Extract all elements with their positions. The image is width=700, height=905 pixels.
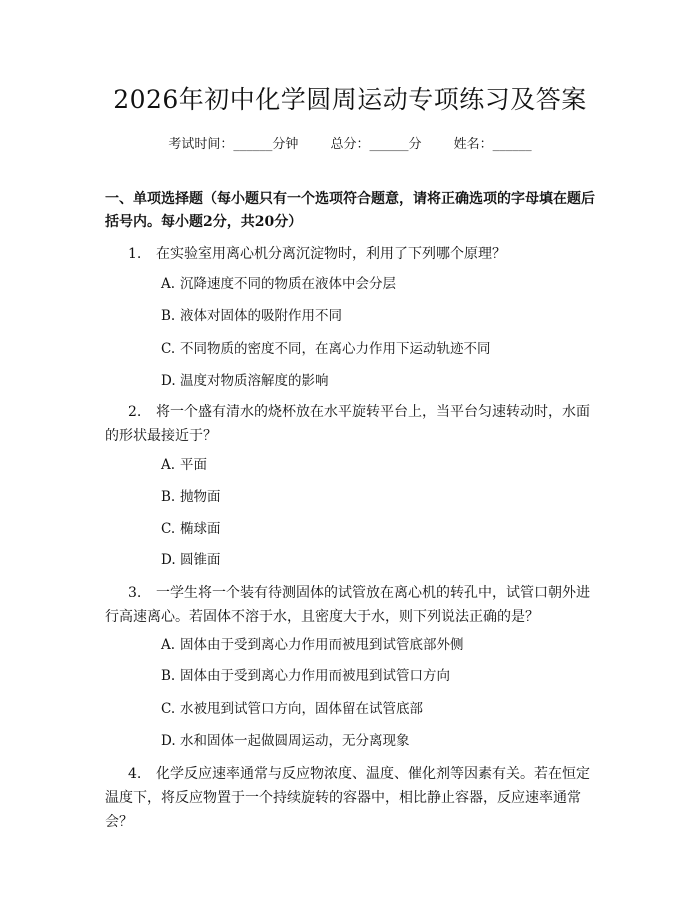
section-heading: 一、单项选择题（每小题只有一个选项符合题意，请将正确选项的字母填在题后括号内。每小题2分，共20分） (105, 191, 595, 230)
document-title: 2026年初中化学圆周运动专项练习及答案 (113, 85, 587, 114)
question-3 (105, 581, 600, 629)
total-score-field: 总分：______分 (330, 137, 422, 152)
question-3-option-d (161, 732, 601, 750)
option-text: 固体由于受到离心力作用而被甩到试管口方向 (180, 668, 450, 684)
exam-time-field: 考试时间：______分钟 (168, 137, 299, 152)
option-letter: A. (161, 637, 176, 653)
option-text: 圆锥面 (180, 552, 221, 568)
option-letter: B. (161, 308, 176, 324)
option-letter: C. (161, 341, 176, 357)
option-letter: C. (161, 701, 176, 717)
name-field: 姓名：______ (453, 137, 532, 152)
option-text: 液体对固体的吸附作用不同 (180, 308, 342, 324)
option-letter: A. (161, 457, 176, 473)
question-text: 将一个盛有清水的烧杯放在水平旋转平台上，当平台匀速转动时，水面的形状最接近于？ (105, 404, 590, 444)
question-1-option-b (161, 307, 601, 325)
question-text: 在实验室用离心机分离沉淀物时，利用了下列哪个原理？ (156, 246, 506, 262)
question-3-option-a (161, 636, 601, 654)
option-text: 温度对物质溶解度的影响 (180, 373, 329, 389)
question-1-option-a (161, 275, 601, 293)
question-2-option-a (161, 456, 601, 474)
question-number: 2. (128, 404, 142, 420)
option-letter: D. (161, 373, 176, 389)
option-text: 水和固体一起做圆周运动，无分离现象 (180, 733, 410, 749)
option-text: 不同物质的密度不同，在离心力作用下运动轨迹不同 (180, 341, 491, 357)
option-text: 椭球面 (180, 521, 221, 537)
option-text: 固体由于受到离心力作用而被甩到试管底部外侧 (180, 637, 464, 653)
option-letter: A. (161, 276, 176, 292)
option-letter: B. (161, 668, 176, 684)
question-2-option-d (161, 551, 601, 569)
question-4 (105, 762, 600, 834)
question-2-option-b (161, 488, 601, 506)
question-number: 4. (128, 766, 142, 782)
option-text: 抛物面 (180, 489, 221, 505)
question-3-option-c (161, 700, 601, 718)
question-1-option-d (161, 372, 601, 390)
option-letter: B. (161, 489, 176, 505)
option-letter: C. (161, 521, 176, 537)
option-letter: D. (161, 733, 176, 749)
question-3-option-b (161, 667, 601, 685)
question-text: 化学反应速率通常与反应物浓度、温度、催化剂等因素有关。若在恒定温度下，将反应物置于一个持续旋转的容器中，相比静止容器，反应速率通常会？ (105, 766, 590, 830)
question-1-option-c (161, 340, 601, 358)
option-text: 平面 (180, 457, 207, 473)
question-text: 一学生将一个装有待测固体的试管放在离心机的转孔中，试管口朝外进行高速离心。若固体不溶于水，且密度大于水，则下列说法正确的是？ (105, 585, 590, 625)
option-letter: D. (161, 552, 176, 568)
exam-meta-line (0, 133, 700, 152)
option-text: 沉降速度不同的物质在液体中会分层 (180, 276, 396, 292)
question-1 (105, 242, 600, 266)
question-2 (105, 400, 600, 448)
question-number: 3. (128, 585, 142, 601)
question-2-option-c (161, 520, 601, 538)
option-text: 水被甩到试管口方向，固体留在试管底部 (180, 701, 423, 717)
question-number: 1. (128, 246, 142, 262)
